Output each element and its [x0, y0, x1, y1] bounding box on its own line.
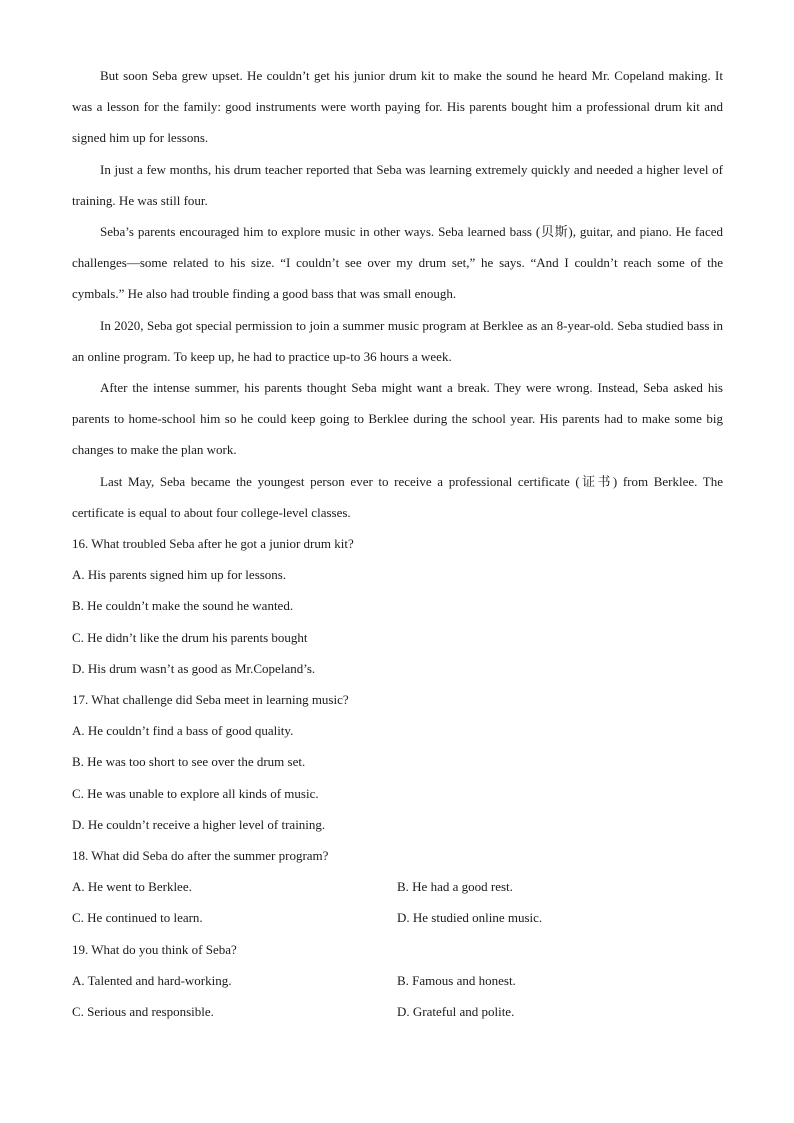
- question-18: [72, 840, 723, 934]
- question-stem: 19. What do you think of Seba?: [72, 941, 237, 957]
- option-c: C. He was unable to explore all kinds of music.: [72, 785, 319, 801]
- question-16: [72, 528, 723, 684]
- option-a: A. Talented and hard-working.: [72, 972, 232, 988]
- question-stem: 18. What did Seba do after the summer program?: [72, 848, 329, 864]
- option-a: A. He couldn’t find a bass of good quality.: [72, 723, 294, 739]
- option-c: C. Serious and responsible.: [72, 1004, 214, 1020]
- question-17: [72, 684, 723, 840]
- option-b: B. He couldn’t make the sound he wanted.: [72, 598, 294, 614]
- question-stem: 16. What troubled Seba after he got a junior drum kit?: [72, 536, 354, 552]
- option-b: B. Famous and honest.: [397, 972, 516, 988]
- option-a: A. He went to Berklee.: [72, 879, 192, 895]
- option-d: D. He couldn’t receive a higher level of training.: [72, 816, 326, 832]
- document-content: [72, 60, 723, 1027]
- option-row: [72, 902, 723, 933]
- option-row: [72, 871, 723, 902]
- passage-paragraph: But soon Seba grew upset. He couldn’t get his junior drum kit to make the sound he heard Mr. Copeland making. It was a lesson for the family: good instruments were worth paying for. His parents bought him a professional drum kit and signed him up for lessons.: [72, 68, 723, 146]
- option-d: D. Grateful and polite.: [397, 1004, 515, 1020]
- option-a: A. His parents signed him up for lessons.: [72, 567, 287, 583]
- option-b: B. He was too short to see over the drum set.: [72, 754, 306, 770]
- option-c: C. He continued to learn.: [72, 910, 203, 926]
- option-row: [72, 965, 723, 996]
- passage-paragraph: In 2020, Seba got special permission to join a summer music program at Berklee as an 8-year-old. Seba studied bass in an online program. To keep up, he had to practice up-to 36 hours a week.: [72, 317, 723, 364]
- option-c: C. He didn’t like the drum his parents bought: [72, 629, 308, 645]
- option-d: D. He studied online music.: [397, 910, 543, 926]
- passage-paragraph: After the intense summer, his parents thought Seba might want a break. They were wrong. Instead, Seba asked his parents to home-school him so he could keep going to Berklee during the school year. His parents had to make some big changes to make the plan work.: [72, 380, 723, 458]
- question-stem: 17. What challenge did Seba meet in learning music?: [72, 692, 349, 708]
- option-row: [72, 996, 723, 1027]
- passage-paragraph: Last May, Seba became the youngest person ever to receive a professional certificate (证书) from Berklee. The certificate is equal to about four college-level classes.: [72, 473, 723, 520]
- option-b: B. He had a good rest.: [397, 879, 513, 895]
- option-d: D. His drum wasn’t as good as Mr.Copeland’s.: [72, 660, 316, 676]
- passage-paragraph: Seba’s parents encouraged him to explore music in other ways. Seba learned bass (贝斯), guitar, and piano. He faced challenges—some related to his size. “I couldn’t see over my drum set,” he says. “And I couldn’t reach some of the cymbals.” He also had trouble finding a good bass that was small enough.: [72, 224, 723, 302]
- passage-paragraph: In just a few months, his drum teacher reported that Seba was learning extremely quickly and needed a higher level of training. He was still four.: [72, 161, 723, 208]
- question-19: [72, 934, 723, 1028]
